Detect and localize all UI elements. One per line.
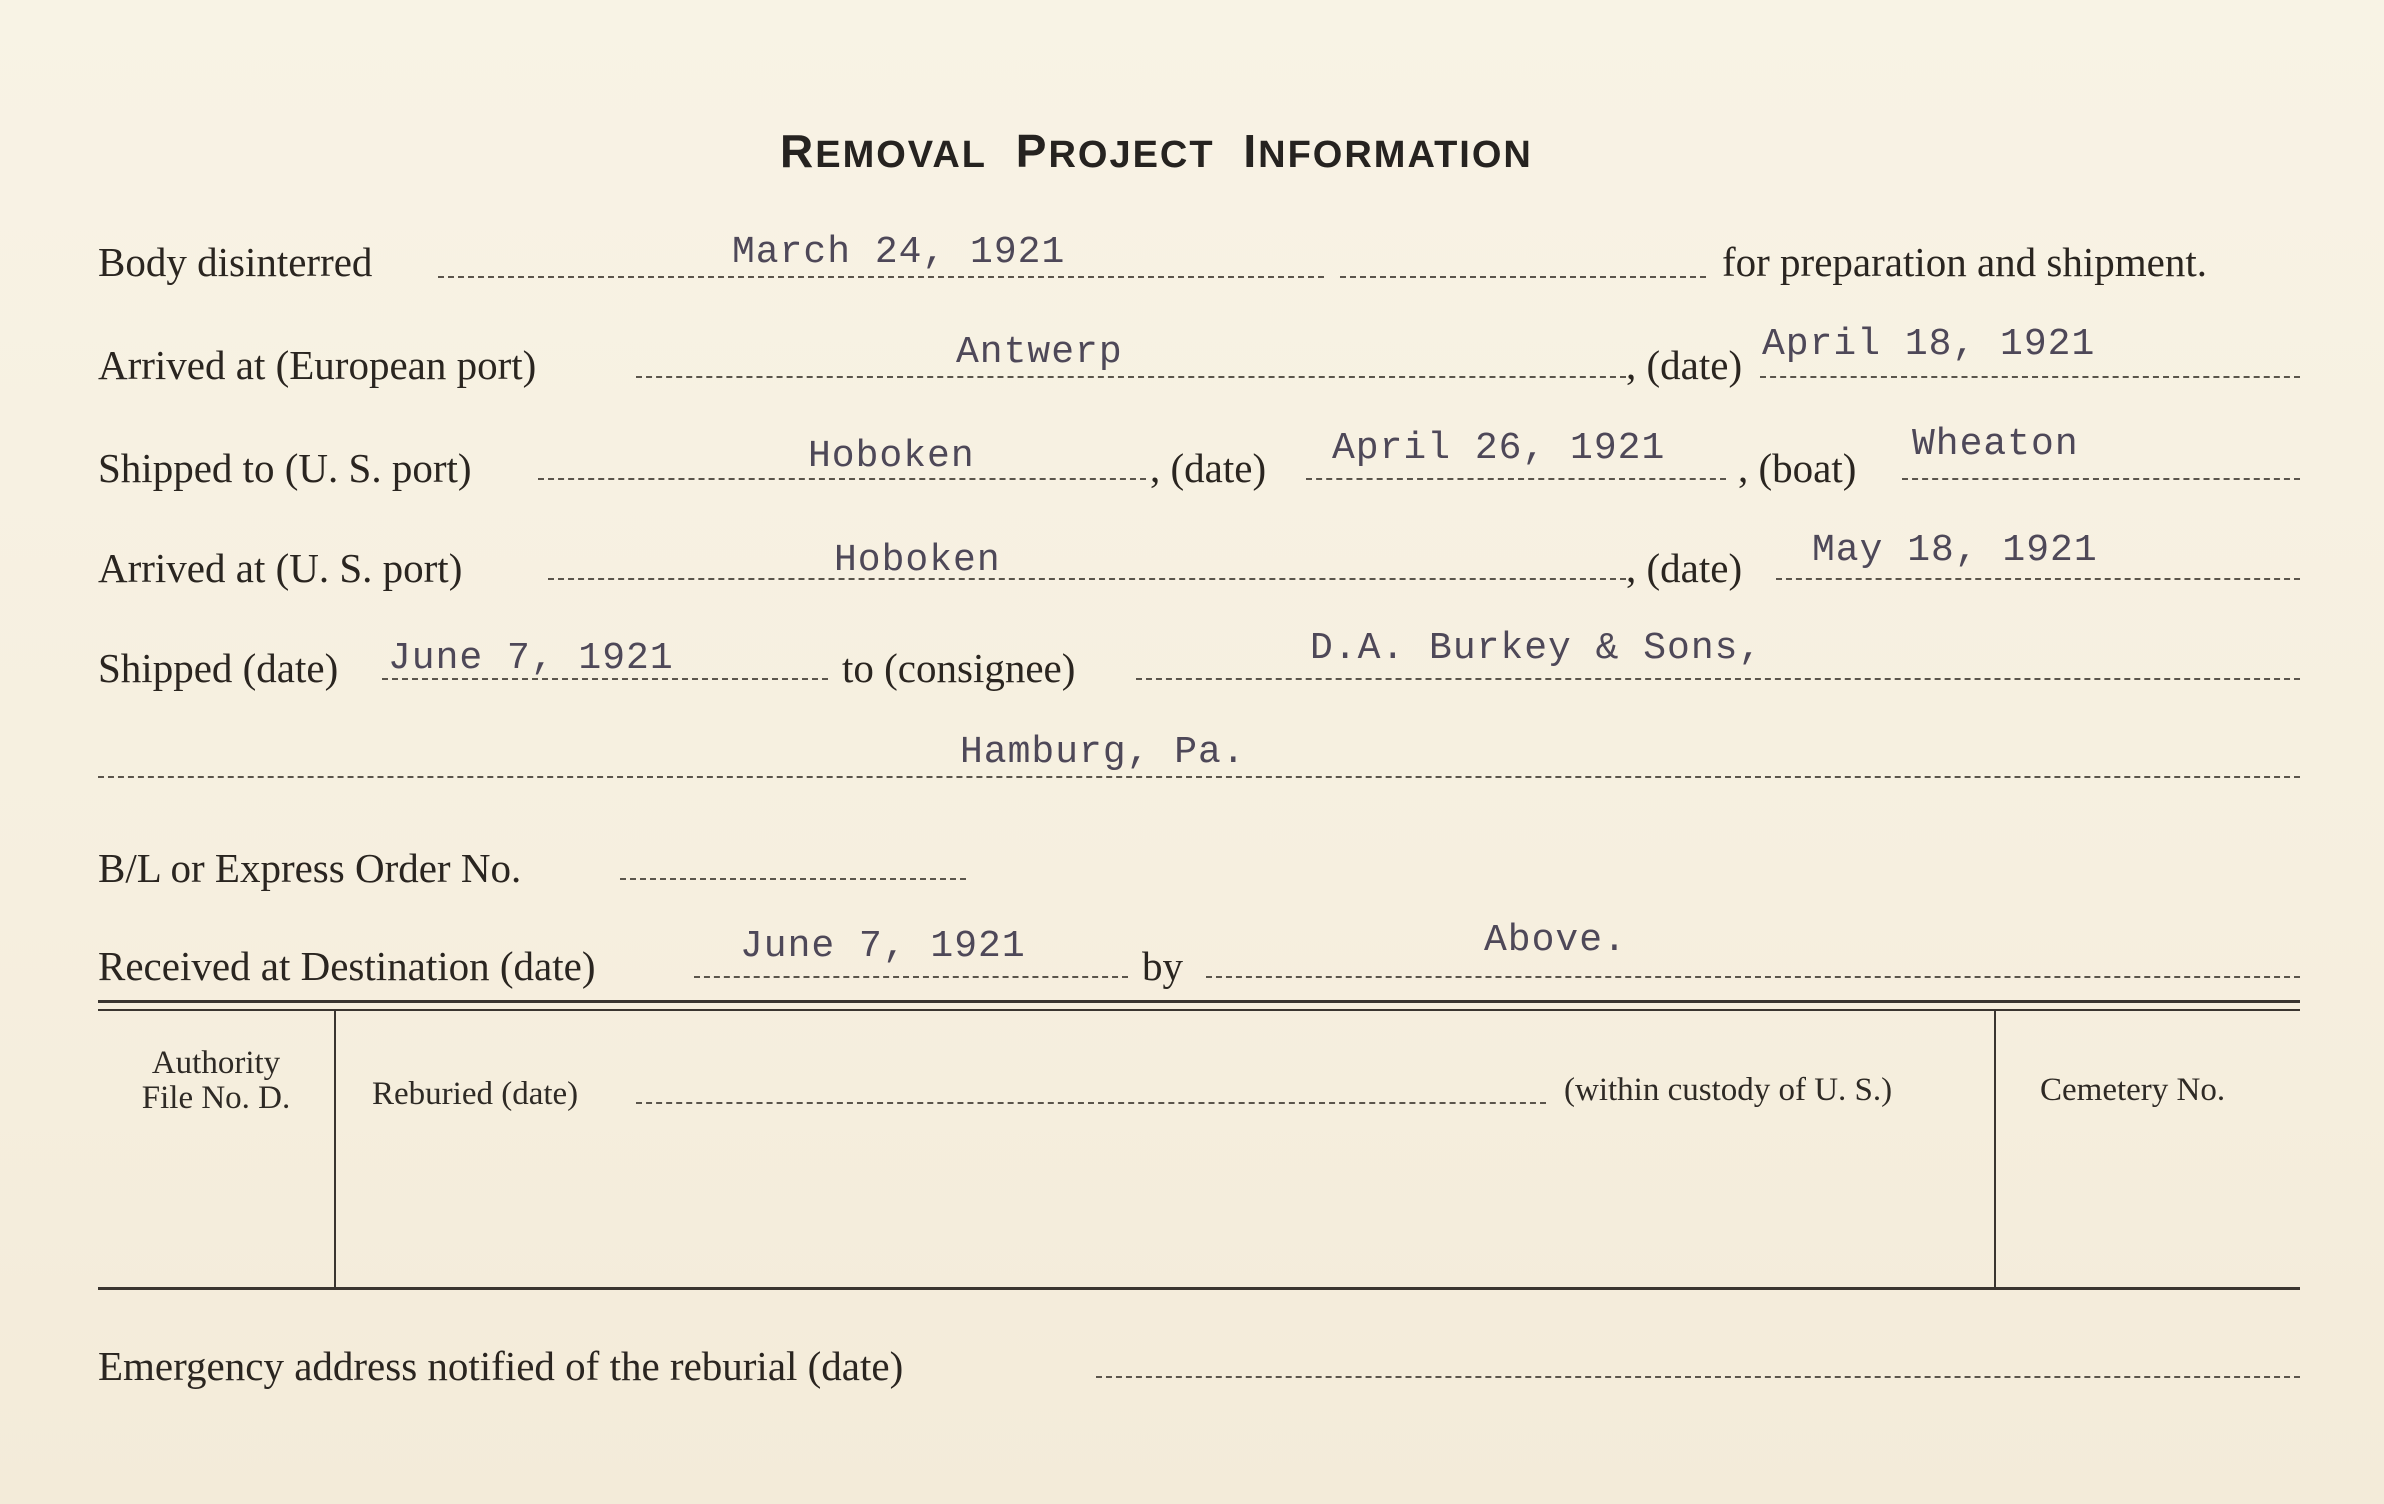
authority-label: Authority (151, 1045, 281, 1081)
consignee-value: D.A. Burkey & Sons, (1310, 627, 1763, 670)
cemetery-no-label: Cemetery No. (2040, 1072, 2226, 1108)
european-port-date-label: , (date) (1626, 342, 1743, 388)
authority-file-label (98, 1046, 334, 1115)
boat-label: , (boat) (1738, 445, 1857, 491)
european-port-line (636, 376, 1626, 378)
title-initial: R (780, 125, 816, 177)
preparation-shipment-label: for preparation and shipment. (1722, 239, 2208, 285)
arrived-us-port-label: Arrived at (U. S. port) (98, 545, 463, 591)
emergency-date-line (1096, 1376, 2300, 1378)
arrived-us-port-value: Hoboken (834, 539, 1001, 582)
reburied-date-line (636, 1102, 1546, 1104)
reburied-date-label: Reburied (date) (372, 1076, 579, 1112)
shipped-to-us-port-label: Shipped to (U. S. port) (98, 445, 472, 491)
shipped-final-date-value: June 7, 1921 (388, 637, 674, 680)
consignee-line-2 (98, 776, 2300, 778)
consignee-label: to (consignee) (842, 645, 1076, 691)
european-port-date-value: April 18, 1921 (1762, 323, 2096, 366)
table-bottom-rule (98, 1287, 2300, 1290)
body-disinterred-label: Body disinterred (98, 239, 373, 285)
european-port-date-line (1760, 376, 2300, 378)
received-by-value: Above. (1484, 919, 1627, 962)
shipped-final-date-label: Shipped (date) (98, 645, 339, 691)
table-top-rule (98, 1000, 2300, 1003)
shipped-date-line (1306, 478, 1726, 480)
arrived-us-date-line (1776, 578, 2300, 580)
disinterred-extra-line (1340, 276, 1706, 278)
arrived-us-date-label: , (date) (1626, 545, 1743, 591)
bl-order-label: B/L or Express Order No. (98, 845, 522, 891)
custody-label: (within custody of U. S.) (1564, 1072, 1893, 1108)
title-initial: P (1015, 125, 1049, 177)
table-divider-left (334, 1011, 336, 1287)
emergency-address-label: Emergency address notified of the reburial (date) (98, 1343, 904, 1389)
shipped-to-us-port-value: Hoboken (808, 435, 975, 478)
received-destination-label: Received at Destination (date) (98, 943, 596, 989)
consignee-address-value: Hamburg, Pa. (960, 731, 1246, 774)
arrived-us-date-value: May 18, 1921 (1812, 529, 2098, 572)
received-by-line (1206, 976, 2300, 978)
received-date-line (694, 976, 1128, 978)
european-port-value: Antwerp (956, 331, 1123, 374)
file-no-label: File No. D. (141, 1079, 291, 1116)
bl-order-line (620, 878, 966, 880)
boat-value: Wheaton (1912, 423, 2079, 466)
table-top-rule-inner (98, 1009, 2300, 1011)
arrived-us-port-line (548, 578, 1626, 580)
title-word: ROJECT (1048, 134, 1215, 176)
shipped-date-value: April 26, 1921 (1332, 427, 1666, 470)
disinterred-date-line (438, 276, 1324, 278)
title-initial: I (1243, 125, 1259, 177)
received-by-label: by (1142, 943, 1183, 989)
form-title (780, 124, 1533, 178)
european-port-label: Arrived at (European port) (98, 342, 537, 388)
received-date-value: June 7, 1921 (740, 925, 1026, 968)
shipped-to-us-port-line (538, 478, 1146, 480)
title-word: NFORMATION (1258, 134, 1533, 176)
shipped-date-label: , (date) (1150, 445, 1267, 491)
consignee-line (1136, 678, 2300, 680)
disinterred-date-value: March 24, 1921 (732, 231, 1066, 274)
boat-line (1902, 478, 2300, 480)
title-word: EMOVAL (815, 134, 987, 176)
table-divider-right (1994, 1011, 1996, 1287)
